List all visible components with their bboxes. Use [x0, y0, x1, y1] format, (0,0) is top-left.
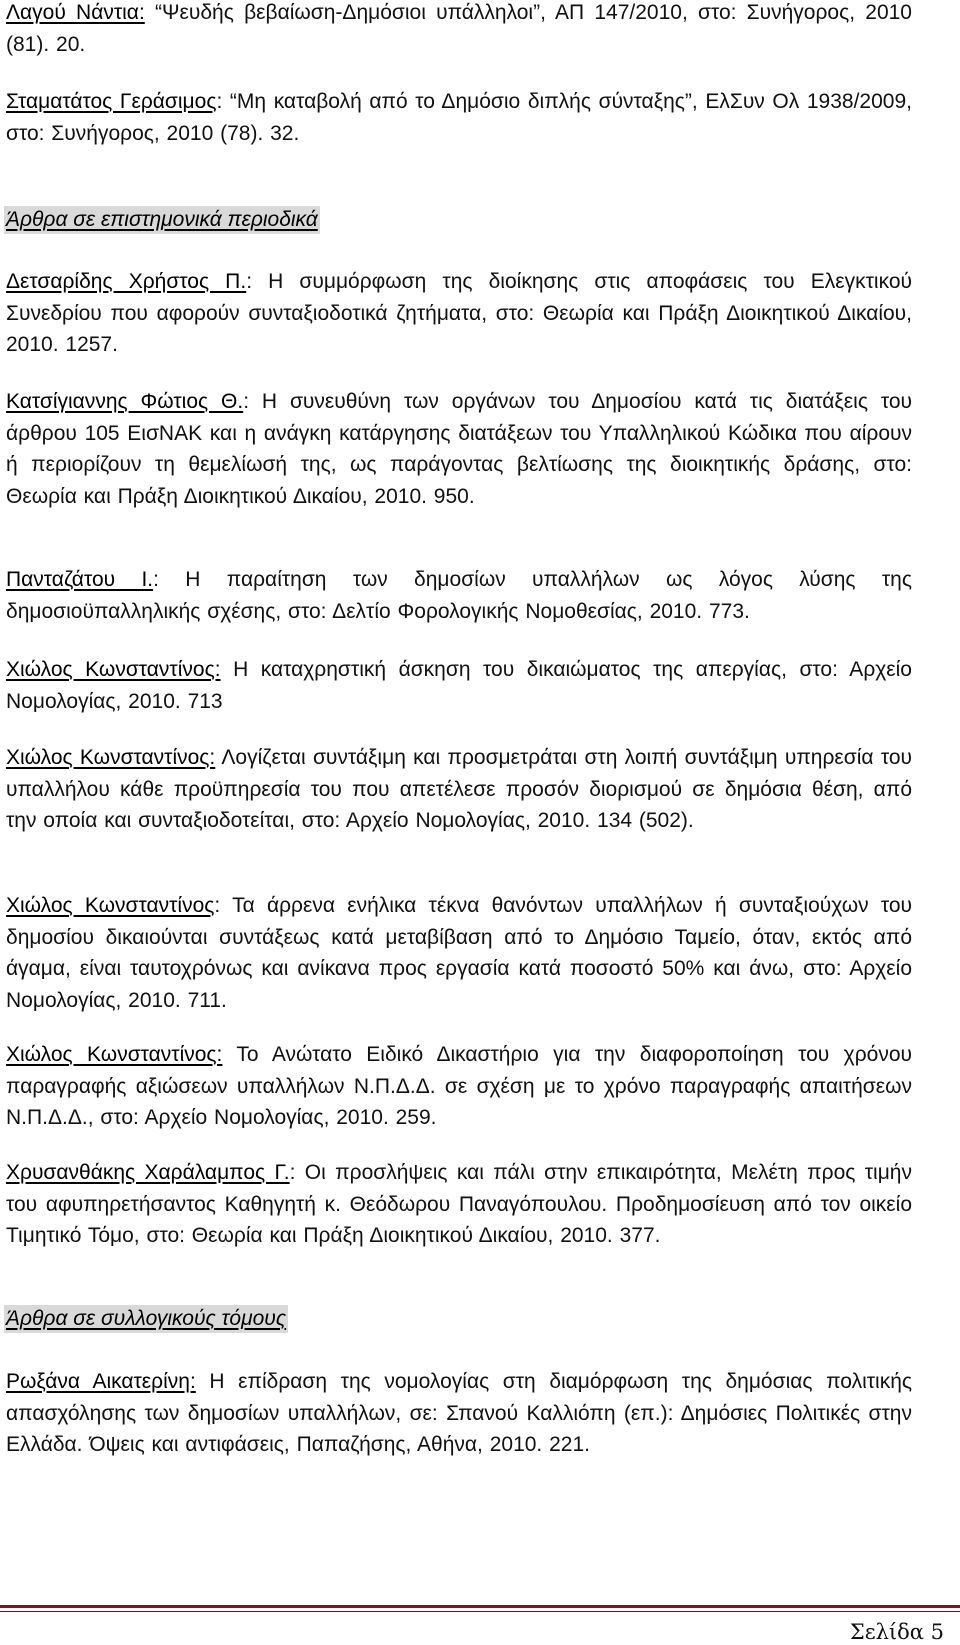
entry-author: Χρυσανθάκης Χαράλαμπος Γ. [6, 1161, 290, 1184]
bibliography-entry [6, 890, 912, 1016]
entry-author: Πανταζάτου Ι. [6, 568, 154, 591]
entry-text: Το Ανώτατο Ειδικό Δικαστήριο για την διαφοροποίηση του χρόνου παραγραφής αξιώσεων υπαλλήλων Ν.Π.Δ.Δ. σε σχέση με το χρόνο παραγραφής απαιτήσεων Ν.Π.Δ.Δ., στο: Αρχείο Νομολογίας, 2010. 259. [6, 1043, 912, 1129]
bibliography-entry [6, 0, 912, 60]
entry-author: Χιώλος Κωνσταντίνος [6, 894, 215, 917]
entry-author: Σταματάτος Γεράσιμος [6, 90, 217, 113]
entry-author: Χιώλος Κωνσταντίνος: [6, 658, 221, 681]
bibliography-entry [6, 266, 912, 361]
footer-rule-thick [0, 1605, 960, 1608]
entry-text: Λογίζεται συντάξιμη και προσμετράται στη λοιπή συντάξιμη υπηρεσία του υπαλλήλου κάθε προϋπηρεσία του που απετέλεσε προσόν διορισμού σε δημόσια θέση, από την οποία και συνταξιοδοτείται, στο: Αρχείο Νομολογίας, 2010. 134 (502). [6, 746, 912, 832]
footer-rule-thin [0, 1611, 960, 1612]
entry-author: Δετσαρίδης Χρήστος Π. [6, 270, 247, 293]
entry-author: Ρωξάνα Αικατερίνη: [6, 1370, 196, 1393]
entry-author: Χιώλος Κωνσταντίνος: [6, 746, 216, 769]
entry-text: : “Μη καταβολή από το Δημόσιο διπλής σύνταξης”, ΕλΣυν Ολ 1938/2009, στο: Συνήγορος, 2010 (78). 32. [6, 90, 912, 145]
section-heading-volumes: Άρθρα σε συλλογικούς τόμους [4, 1305, 288, 1333]
entry-author: Χιώλος Κωνσταντίνος: [6, 1043, 223, 1066]
bibliography-entry [6, 86, 912, 149]
entry-text: “Ψευδής βεβαίωση-Δημόσιοι υπάλληλοι”, ΑΠ 147/2010, στο: Συνήγορος, 2010 (81). 20. [6, 1, 912, 56]
bibliography-entry [6, 564, 912, 627]
section-heading-journals: Άρθρα σε επιστημονικά περιοδικά [4, 206, 320, 234]
entry-text: : Η συμμόρφωση της διοίκησης στις αποφάσεις του Ελεγκτικού Συνεδρίου που αφορούν συνταξιοδοτικά ζητήματα, στο: Θεωρία και Πράξη Διοικητικού Δικαίου, 2010. 1257. [6, 270, 912, 356]
bibliography-entry [6, 1039, 912, 1134]
entry-author: Λαγού Νάντια: [6, 1, 145, 24]
bibliography-entry [6, 654, 912, 717]
entry-text: Η επίδραση της νομολογίας στη διαμόρφωση της δημόσιας πολιτικής απασχόλησης των δημοσίων υπαλλήλων, σε: Σπανού Καλλιόπη (επ.): Δημόσιες Πολιτικές στην Ελλάδα. Όψεις και αντιφάσεις, Παπαζήσης, Αθήνα, 2010. 221. [6, 1370, 912, 1456]
entry-text: : Τα άρρενα ενήλικα τέκνα θανόντων υπαλλήλων ή συνταξιούχων του δημοσίου δικαιούνται συντάξεως κατά μεταβίβαση από το Δημόσιο Ταμείο, όταν, εκτός από άγαμα, είναι ταυτοχρόνως και ανίκανα προς εργασία κατά ποσοστό 50% και άνω, στο: Αρχείο Νομολογίας, 2010. 711. [6, 894, 912, 1012]
bibliography-entry [6, 1366, 912, 1461]
entry-text: : Οι προσλήψεις και πάλι στην επικαιρότητα, Μελέτη προς τιμήν του αφυπηρετήσαντος Καθηγητή κ. Θεόδωρου Παναγόπουλου. Προδημοσίευση από τον οικείο Τιμητικό Τόμο, στο: Θεωρία και Πράξη Διοικητικού Δικαίου, 2010. 377. [6, 1161, 912, 1247]
bibliography-entry [6, 1157, 912, 1252]
bibliography-entry [6, 386, 912, 512]
bibliography-entry [6, 742, 912, 837]
entry-text: : Η συνευθύνη των οργάνων του Δημοσίου κατά τις διατάξεις του άρθρου 105 ΕισΝΑΚ και η ανάγκη κατάργησης διατάξεων του Υπαλληλικού Κώδικα που αίρουν ή περιορίζουν τη θεμελίωσή της, ως παράγοντας βελτίωσης της διοικητικής δράσης, στο: Θεωρία και Πράξη Διοικητικού Δικαίου, 2010. 950. [6, 390, 912, 508]
page-number: Σελίδα 5 [849, 1620, 944, 1644]
entry-text: : Η παραίτηση των δημοσίων υπαλλήλων ως λόγος λύσης της δημοσιοϋπαλληλικής σχέσης, στο: Δελτίο Φορολογικής Νομοθεσίας, 2010. 773. [6, 568, 912, 623]
entry-text: Η καταχρηστική άσκηση του δικαιώματος της απεργίας, στο: Αρχείο Νομολογίας, 2010. 713 [6, 658, 912, 713]
entry-author: Κατσίγιαννης Φώτιος Θ. [6, 390, 244, 413]
